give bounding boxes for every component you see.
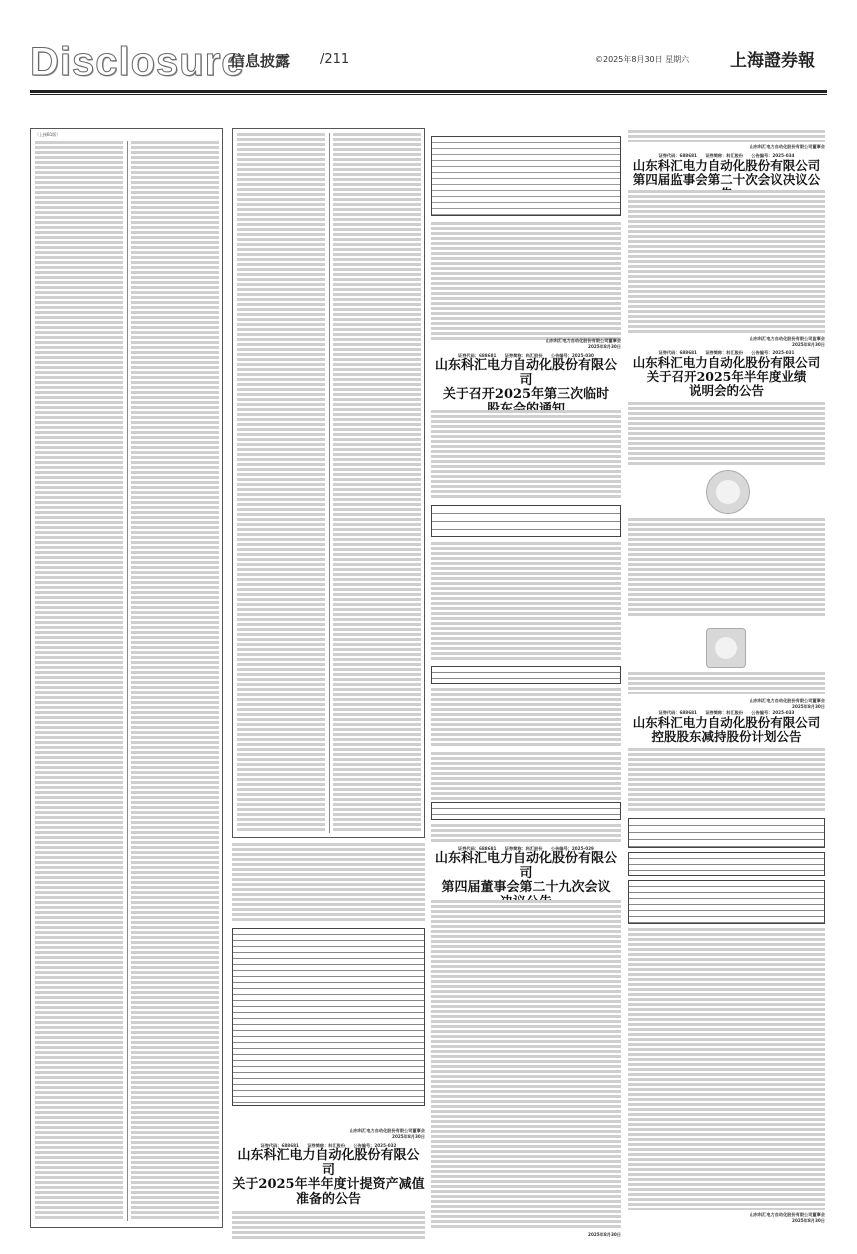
notice-signature: 2025年8月30日 bbox=[588, 1232, 621, 1237]
meeting-body-text bbox=[431, 410, 621, 500]
notice-title: 山东科汇电力自动化股份有限公司 第四届监事会第二十次会议决议公 bbox=[632, 158, 821, 187]
continued-label: （上接B1版） bbox=[35, 132, 61, 137]
share-reduction-body-2 bbox=[628, 928, 825, 1210]
column-4-top-text bbox=[628, 130, 825, 142]
page-number: /211 bbox=[320, 52, 350, 67]
notice-title: 山东科汇电力自动化股份有限公司 关于2025年半年度计提资产减值 准备的公告 bbox=[232, 1148, 425, 1207]
column-3-top-text bbox=[431, 222, 621, 340]
results-briefing-body-3 bbox=[628, 672, 825, 694]
column-1-right-text bbox=[131, 141, 219, 1221]
header-rule-thin bbox=[30, 94, 827, 95]
notice-signature: 山东科汇电力自动化股份有限公司董事会 2025年8月30日 bbox=[749, 698, 825, 709]
shareholding-table bbox=[628, 852, 825, 876]
notice-title: 山东科汇电力自动化股份有限公司 关于召开2025年半年度业绩 说明会的公告 bbox=[632, 355, 821, 398]
results-briefing-body bbox=[628, 402, 825, 467]
notice-title: 山东科汇电力自动化股份有限公司 关于召开2025年第三次临时 bbox=[434, 358, 617, 403]
meeting-body-text-2 bbox=[431, 542, 621, 662]
supervisory-board-body bbox=[628, 190, 825, 333]
notice-share-reduction bbox=[628, 710, 825, 744]
notice-shareholder-meeting bbox=[431, 338, 621, 417]
notice-signature: 山东科汇电力自动化股份有限公司董事会 2025年8月30日 bbox=[749, 1212, 825, 1223]
notice-body bbox=[232, 1211, 425, 1239]
company-seal-image bbox=[706, 470, 750, 514]
column-2-divider bbox=[329, 133, 330, 833]
share-reduction-body bbox=[628, 748, 825, 813]
dateline: ©2025年8月30日 星期六 bbox=[595, 55, 690, 64]
notice-meta: 证券代码：688681 证券简称：科汇股份 公告编号：2025-032 bbox=[260, 1143, 397, 1148]
column-2-resolution-table bbox=[232, 928, 425, 1106]
qr-code-image bbox=[706, 628, 746, 668]
meeting-proposals-table bbox=[431, 505, 621, 537]
notice-meta: 证券代码：688681 证券简称：科汇股份 公告编号：2025-030 bbox=[458, 353, 594, 358]
results-briefing-body-2 bbox=[628, 518, 825, 618]
newspaper-name: 上海證券報 bbox=[730, 51, 815, 71]
notice-meta: 证券代码：688681 证券简称：科汇股份 公告编号：2025-033 bbox=[658, 710, 795, 715]
notice-signature: 山东科汇电力自动化股份有限公司董事会 2025年8月30日 bbox=[545, 338, 621, 349]
notice-meta: 证券代码：688681 证券简称：科汇股份 公告编号：2025-034 bbox=[658, 153, 795, 158]
proxy-form-text bbox=[431, 752, 621, 800]
shareholder-info-table bbox=[628, 818, 825, 848]
column-3-top-table bbox=[431, 136, 621, 216]
notice-signature: 山东科汇电力自动化股份有限公司监事会 2025年8月30日 bbox=[749, 336, 825, 347]
notice-meta: 证券代码：688681 证券简称：科汇股份 公告编号：2025-029 bbox=[458, 846, 594, 851]
column-1-divider bbox=[127, 141, 128, 1221]
masthead bbox=[30, 36, 827, 88]
disclosure-logo: Disclosure bbox=[30, 40, 245, 84]
board-resolutions-body bbox=[431, 900, 621, 1230]
proxy-form-notes bbox=[431, 824, 621, 842]
notice-results-briefing bbox=[628, 350, 825, 398]
proxy-form-table bbox=[431, 802, 621, 820]
header-rule bbox=[30, 90, 827, 93]
meeting-body-text-3 bbox=[431, 688, 621, 748]
notice-asset-impairment bbox=[232, 1128, 425, 1239]
notice-title: 山东科汇电力自动化股份有限公司 控股股东减持股份计划公告 bbox=[632, 715, 821, 744]
column-4-top-signature: 山东科汇电力自动化股份有限公司董事会 bbox=[749, 144, 825, 149]
meeting-registration-table bbox=[431, 666, 621, 684]
column-2-right-text bbox=[333, 133, 421, 833]
column-2-lower-text bbox=[232, 843, 425, 923]
notice-signature: 山东科汇电力自动化股份有限公司董事会 2025年8月30日 bbox=[349, 1128, 425, 1139]
section-title: 信息披露 bbox=[230, 52, 291, 70]
column-2-left-text bbox=[237, 133, 325, 833]
reduction-plan-table bbox=[628, 880, 825, 924]
column-1-box bbox=[30, 128, 223, 1228]
notice-meta: 证券代码：688681 证券简称：科汇股份 公告编号：2025-031 bbox=[658, 350, 795, 355]
notice-title: 山东科汇电力自动化股份有限公司 第四届董事会第二十九次会议 bbox=[434, 851, 617, 896]
column-2-box bbox=[232, 128, 425, 838]
column-1-left-text bbox=[35, 141, 123, 1221]
